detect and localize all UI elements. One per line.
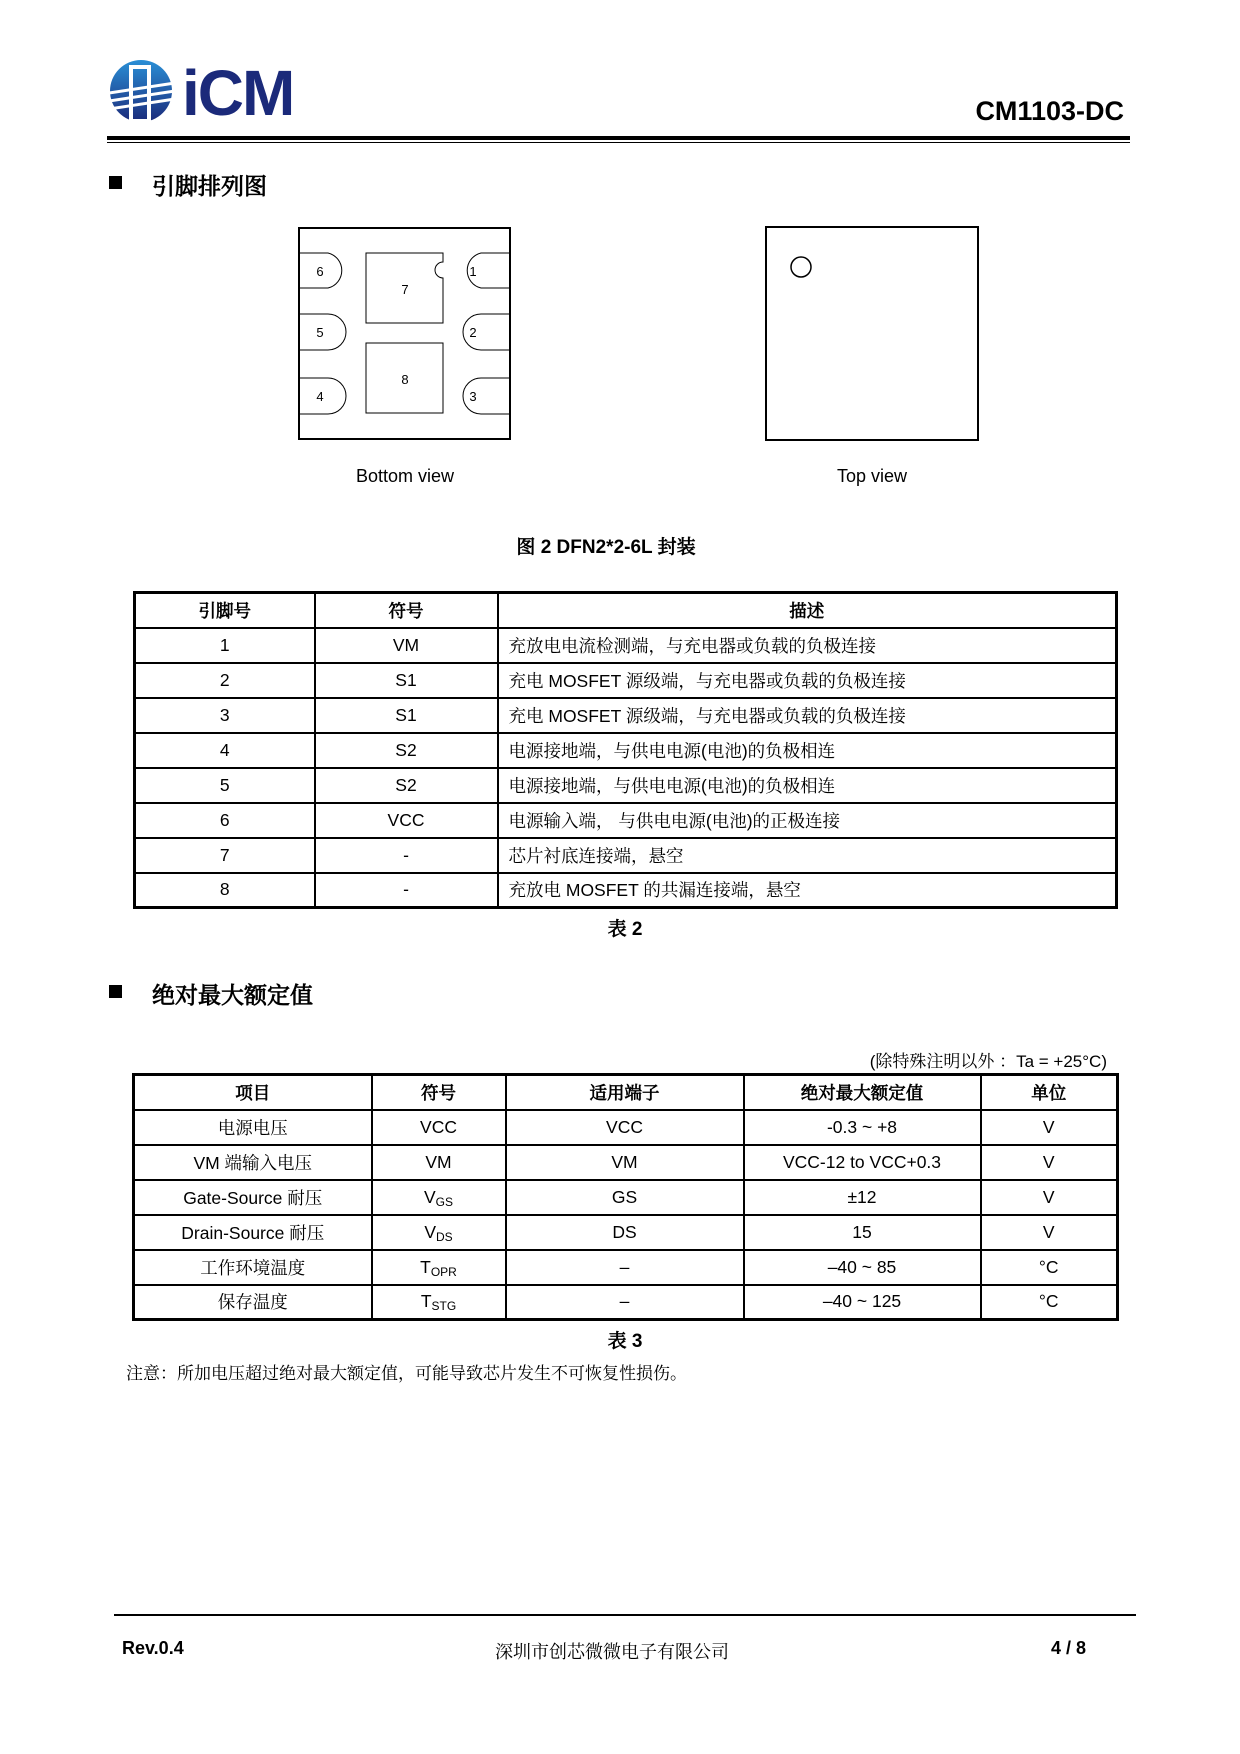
pin-label-2: 2 [469,325,477,340]
pin-label-3: 3 [469,389,477,404]
symbol: VM [425,1151,452,1172]
pin-label-4: 4 [316,389,324,404]
pin-symbol: S1 [315,698,498,733]
pin-symbol: S2 [315,768,498,803]
table-row [135,768,1117,803]
cell-term: VCC [506,1110,744,1145]
cell-sym [372,1145,506,1180]
cell-value: –40 ~ 125 [744,1285,981,1320]
table3-caption: 表 3 [607,1331,643,1352]
cell-term: DS [506,1215,744,1250]
footer-divider [114,1614,1136,1616]
cell-sym [372,1180,506,1215]
pin-number: 8 [135,873,315,908]
pin-label-1: 1 [469,264,477,279]
pin-number: 2 [135,663,315,698]
table-header-row [134,1075,1118,1110]
pin-symbol: VCC [315,803,498,838]
cell-sym [372,1110,506,1145]
pin-number: 5 [135,768,315,803]
pin-description: 芯片衬底连接端，悬空 [498,838,1117,873]
cell-value: -0.3 ~ +8 [744,1110,981,1145]
column-header: 适用端子 [506,1075,744,1110]
cell-item: VM 端输入电压 [134,1145,372,1180]
table-row [135,663,1117,698]
cell-sym [372,1215,506,1250]
pin-number: 3 [135,698,315,733]
pin-description: 充放电电流检测端，与充电器或负载的负极连接 [498,628,1117,663]
cell-unit: °C [981,1285,1118,1320]
table2-caption: 表 2 [607,919,643,940]
pin-description: 电源接地端，与供电电源(电池)的负极相连 [498,733,1117,768]
cell-unit: °C [981,1250,1118,1285]
cell-value: –40 ~ 85 [744,1250,981,1285]
pin-symbol: S1 [315,663,498,698]
cell-term: – [506,1285,744,1320]
table-row [135,698,1117,733]
absolute-max-ratings-table [132,1073,1119,1321]
column-header: 引脚号 [135,593,315,628]
pin-description-table [133,591,1118,909]
section-title-pinout: 引脚排列图 [152,173,267,199]
symbol-subscript: OPR [430,1264,457,1279]
symbol: T [420,1291,432,1312]
header-divider [107,136,1130,140]
warning-note: 注意：所加电压超过绝对最大额定值，可能导致芯片发生不可恢复性损伤。 [126,1364,687,1383]
logo-globe-icon [109,59,175,123]
column-header: 绝对最大额定值 [744,1075,981,1110]
pin-number: 6 [135,803,315,838]
table-row [134,1180,1118,1215]
top-view-label: Top view [836,466,908,486]
pin-description: 电源输入端， 与供电电源(电池)的正极连接 [498,803,1117,838]
column-header: 符号 [372,1075,506,1110]
pin-label-7: 7 [401,282,409,297]
column-header: 项目 [134,1075,372,1110]
logo-text: iCM [182,57,294,129]
table-row [135,873,1117,908]
bottom-view-label: Bottom view [355,466,455,486]
cell-value: 15 [744,1215,981,1250]
column-header: 符号 [315,593,498,628]
column-header: 单位 [981,1075,1118,1110]
symbol: V [423,1186,436,1207]
cell-unit: V [981,1145,1118,1180]
cell-unit: V [981,1110,1118,1145]
company-name: 深圳市创芯微微电子有限公司 [495,1642,729,1662]
pin-number: 4 [135,733,315,768]
bottom-view-diagram [290,220,525,450]
table-row [134,1110,1118,1145]
cell-item: 电源电压 [134,1110,372,1145]
table-row [135,803,1117,838]
pin-description: 充电 MOSFET 源级端，与充电器或负载的负极连接 [498,663,1117,698]
table-row [134,1250,1118,1285]
package-outline [299,228,510,439]
pin1-marker-icon [791,257,811,277]
cell-item: Drain-Source 耐压 [134,1215,372,1250]
cell-value: VCC-12 to VCC+0.3 [744,1145,981,1180]
cell-term: GS [506,1180,744,1215]
column-header: 描述 [498,593,1117,628]
cell-sym [372,1285,506,1320]
pin-label-6: 6 [316,264,324,279]
header-divider-thin [107,142,1130,143]
cell-item: Gate-Source 耐压 [134,1180,372,1215]
cell-term: VM [506,1145,744,1180]
pin-symbol: - [315,873,498,908]
pin-description: 充放电 MOSFET 的共漏连接端，悬空 [498,873,1117,908]
symbol-subscript: STG [431,1299,457,1314]
cell-item: 保存温度 [134,1285,372,1320]
pin-symbol: - [315,838,498,873]
figure-caption: 图 2 DFN2*2-6L 封装 [516,537,696,558]
cell-sym [372,1250,506,1285]
page-number: 4 / 8 [1050,1638,1086,1658]
pin-symbol: S2 [315,733,498,768]
pin-description: 电源接地端，与供电电源(电池)的负极相连 [498,768,1117,803]
document-id: CM1103-DC [975,96,1124,126]
cell-unit: V [981,1215,1118,1250]
table-row [135,838,1117,873]
pin-symbol: VM [315,628,498,663]
bullet-square-icon [109,985,122,998]
section-title-absolute-max: 绝对最大额定值 [152,982,313,1008]
cell-term: – [506,1250,744,1285]
symbol: V [424,1221,436,1242]
pin-number: 7 [135,838,315,873]
table-row [134,1145,1118,1180]
cell-unit: V [981,1180,1118,1215]
symbol-subscript: GS [435,1194,454,1209]
table-row [134,1285,1118,1320]
table-row [135,628,1117,663]
revision: Rev.0.4 [122,1638,184,1658]
top-view-diagram [765,226,981,443]
bullet-square-icon [109,176,122,189]
pin-description: 充电 MOSFET 源级端，与充电器或负载的负极连接 [498,698,1117,733]
symbol: VCC [420,1116,457,1137]
condition-note: (除特殊注明以外 ：Ta = +25°C) [869,1052,1107,1071]
pin-label-5: 5 [316,325,324,340]
table-header-row [135,593,1117,628]
pin-label-8: 8 [401,372,409,387]
table-row [134,1215,1118,1250]
symbol-subscript: DS [436,1229,453,1244]
cell-item: 工作环境温度 [134,1250,372,1285]
pin-number: 1 [135,628,315,663]
table-row [135,733,1117,768]
cell-value: ±12 [744,1180,981,1215]
symbol: T [420,1256,431,1277]
